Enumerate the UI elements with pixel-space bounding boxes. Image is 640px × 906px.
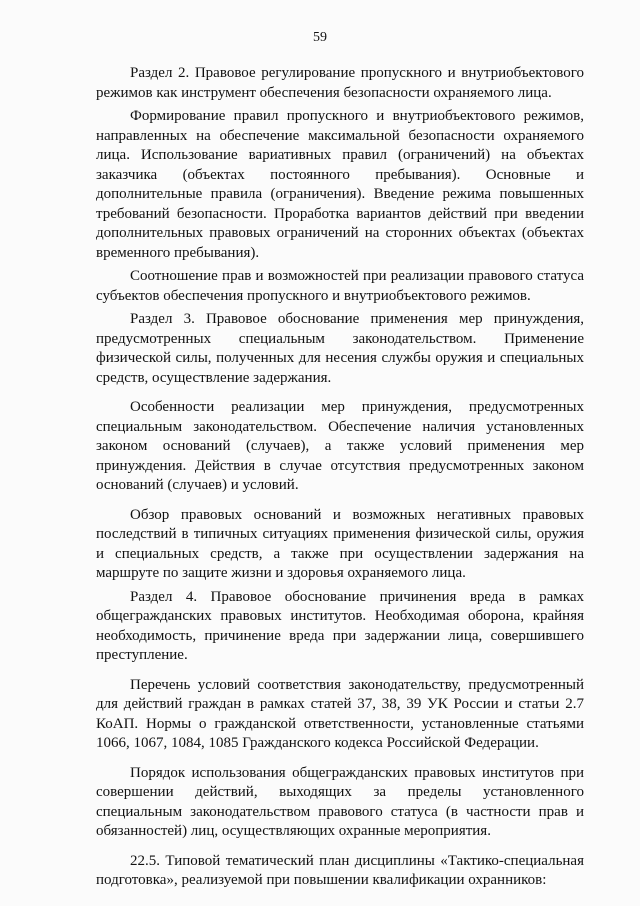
paragraph-legal-grounds-review: Обзор правовых оснований и возможных негативных правовых последствий в типичных ситуациях применения физической силы, оружия и специальных средств, а также при осуществлении задержания на маршруте по защите жизни и здоровья охраняемого лица. xyxy=(96,506,584,581)
paragraph-coercion-features: Особенности реализации мер принуждения, предусмотренных специальным законодательством. Обеспечение наличия установленных законом оснований (случаев), а также условий применения мер принуждения. Действия в случае отсутствия предусмотренных законом оснований (случаев) и условий. xyxy=(96,399,584,493)
paragraph-section-2-title: Раздел 2. Правовое регулирование пропускного и внутриобъектового режимов как инструмент обеспечения безопасности охраняемого лица. xyxy=(96,65,584,101)
page-number: 59 xyxy=(313,30,327,45)
paragraph-institutes-usage: Порядок использования общегражданских правовых институтов при совершении действий, выходящих за пределы установленного специальным законодательством правового статуса (в частности прав и обязанностей) лиц, осуществляющих охранные мероприятия. xyxy=(96,764,584,839)
paragraph-thematic-plan-heading: 22.5. Типовой тематический план дисциплины «Тактико-специальная подготовка», реализуемой при повышении квалификации охранников: xyxy=(96,852,584,888)
document-body xyxy=(96,64,584,895)
paragraph-rights-ratio: Соотношение прав и возможностей при реализации правового статуса субъектов обеспечения пропускного и внутриобъектового режимов. xyxy=(96,268,584,304)
paragraph-rules-formation: Формирование правил пропускного и внутриобъектового режимов, направленных на обеспечение максимальной безопасности охраняемого лица. Использование вариативных правил (ограничений) на объектах заказчика (объектах постоянного пребывания). Основные и дополнительные правила (ограничения). Введение режима повышенных требований безопасности. Проработка вариантов действий при введении дополнительных правовых ограничений на сторонних объектах (объектах временного пребывания). xyxy=(96,108,584,261)
paragraph-section-3-title: Раздел 3. Правовое обоснование применения мер принуждения, предусмотренных специальным законодательством. Применение физической силы, полученных для несения службы оружия и специальных средств, осуществление задержания. xyxy=(96,311,584,386)
paragraph-conditions-list: Перечень условий соответствия законодательству, предусмотренный для действий граждан в рамках статей 37, 38, 39 УК России и статьи 2.7 КоАП. Нормы о гражданской ответственности, установленные статьями 1066, 1067, 1084, 1085 Гражданского кодекса Российской Федерации. xyxy=(96,676,584,751)
paragraph-section-4-title: Раздел 4. Правовое обоснование причинения вреда в рамках общегражданских правовых институтов. Необходимая оборона, крайняя необходимость, причинение вреда при задержании лица, совершившего преступление. xyxy=(96,588,584,663)
